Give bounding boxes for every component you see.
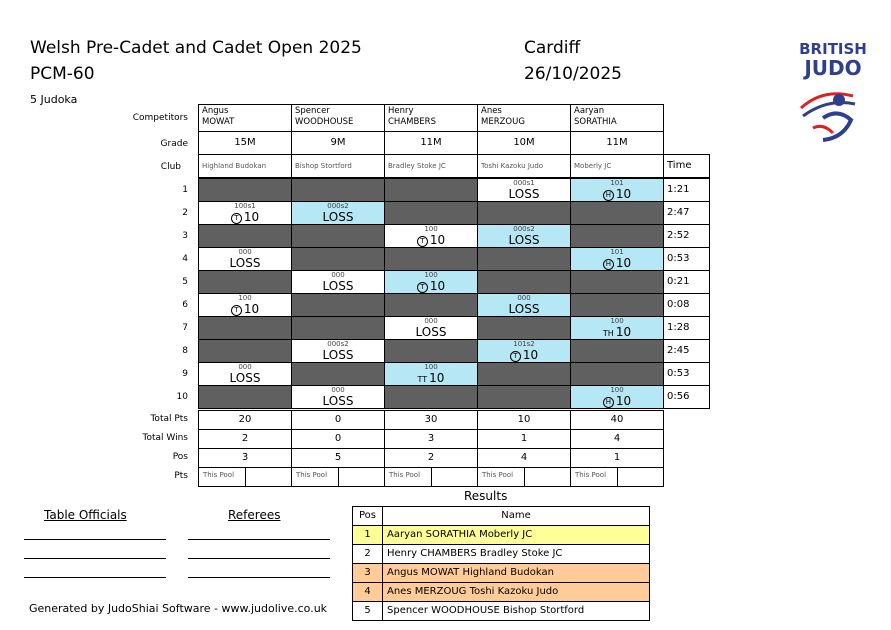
- competitor-first-name: Aaryan: [574, 106, 605, 116]
- match-time: 2:45: [663, 339, 710, 363]
- match-cell: [384, 385, 478, 409]
- match-result-text: 10: [522, 348, 539, 362]
- match-result-text: LOSS: [322, 394, 354, 408]
- event-city: Cardiff: [524, 38, 581, 58]
- match-cell: [291, 385, 385, 409]
- total-points: 0: [291, 410, 385, 430]
- match-time: 2:52: [663, 224, 710, 248]
- match-result-text: LOSS: [508, 233, 540, 247]
- match-score: 101: [610, 248, 624, 256]
- competitor-club: Highland Budokan: [198, 154, 292, 178]
- result-pos: 1: [352, 525, 383, 545]
- match-score: 101s2: [513, 340, 535, 348]
- match-score: 000s2: [327, 340, 349, 348]
- judo-figure-icon: [793, 78, 873, 148]
- match-result: [292, 279, 384, 293]
- win-method-label: TH: [602, 329, 614, 338]
- logo-text-british: BRITISH: [799, 40, 867, 58]
- match-cell: [384, 339, 478, 363]
- match-result-text: LOSS: [415, 325, 447, 339]
- match-cell: [384, 178, 478, 202]
- match-result: [199, 371, 291, 385]
- pool-points-cell: [431, 467, 478, 487]
- match-result: [478, 233, 570, 247]
- match-number: 6: [182, 300, 188, 310]
- position: 4: [477, 448, 571, 468]
- competitor-last-name: MOWAT: [202, 117, 235, 127]
- match-cell: [570, 362, 664, 386]
- match-cell: [291, 201, 385, 225]
- competitor-name-cell: [198, 104, 292, 132]
- total-points: 10: [477, 410, 571, 430]
- match-score: 000: [331, 271, 345, 279]
- match-result: [571, 394, 663, 408]
- competitor-first-name: Spencer: [295, 106, 330, 116]
- match-cell: [384, 201, 478, 225]
- match-cell: [570, 316, 664, 340]
- match-cell: [198, 385, 292, 409]
- match-cell: [384, 293, 478, 317]
- match-cell: [291, 316, 385, 340]
- match-cell: [198, 247, 292, 271]
- results-name-header: Name: [382, 506, 650, 526]
- match-result-text: 10: [243, 210, 260, 224]
- competitor-club: Toshi Kazoku Judo: [477, 154, 571, 178]
- match-result: [571, 187, 663, 201]
- match-score: 100: [238, 294, 252, 302]
- total-pts-label: Total Pts: [150, 414, 188, 424]
- match-cell: [570, 201, 664, 225]
- match-score: 101: [610, 179, 624, 187]
- competitors-label: Competitors: [132, 113, 188, 123]
- position: 5: [291, 448, 385, 468]
- match-cell: [291, 339, 385, 363]
- match-cell: [291, 224, 385, 248]
- match-result: [385, 233, 477, 247]
- competitor-club: Bradley Stoke JC: [384, 154, 478, 178]
- result-pos: 3: [352, 563, 383, 583]
- match-cell: [477, 339, 571, 363]
- win-method-icon: T: [417, 282, 428, 293]
- match-result-text: 10: [615, 394, 632, 408]
- match-result: [478, 302, 570, 316]
- win-method-label: TT: [417, 375, 428, 384]
- total-wins: 4: [570, 429, 664, 449]
- match-cell: [198, 316, 292, 340]
- match-cell: [291, 247, 385, 271]
- match-result: [385, 325, 477, 339]
- match-cell: [477, 178, 571, 202]
- match-time: 0:21: [663, 270, 710, 294]
- match-cell: [477, 293, 571, 317]
- club-label: Club: [160, 162, 181, 172]
- match-time: 1:28: [663, 316, 710, 340]
- results-title: Results: [464, 489, 508, 503]
- match-score: 000: [517, 294, 531, 302]
- match-cell: [198, 293, 292, 317]
- competitor-club: Moberly JC: [570, 154, 664, 178]
- match-time: 0:08: [663, 293, 710, 317]
- match-time: 0:53: [663, 247, 710, 271]
- match-result-text: 10: [615, 325, 632, 339]
- match-result-text: LOSS: [322, 348, 354, 362]
- total-wins-label: Total Wins: [142, 433, 188, 443]
- british-judo-logo: [793, 40, 873, 150]
- win-method-icon: T: [510, 351, 521, 362]
- match-cell: [198, 178, 292, 202]
- competitor-first-name: Anes: [481, 106, 502, 116]
- match-cell: [384, 270, 478, 294]
- official-line: [24, 558, 166, 559]
- competitor-name-cell: [570, 104, 664, 132]
- match-score: 100: [424, 363, 438, 371]
- match-result-text: 10: [429, 279, 446, 293]
- match-cell: [291, 270, 385, 294]
- competitor-last-name: CHAMBERS: [388, 117, 436, 127]
- match-number: 3: [182, 231, 188, 241]
- match-result: [199, 256, 291, 270]
- match-result-text: LOSS: [322, 210, 354, 224]
- competitor-first-name: Angus: [202, 106, 229, 116]
- this-pool-cell: This Pool: [198, 467, 246, 487]
- this-pool-cell: This Pool: [291, 467, 339, 487]
- official-line: [24, 577, 166, 578]
- total-points: 20: [198, 410, 292, 430]
- match-result: [478, 187, 570, 201]
- match-result: [199, 210, 291, 224]
- win-method-icon: T: [231, 305, 242, 316]
- competitor-name-cell: [291, 104, 385, 132]
- total-points: 40: [570, 410, 664, 430]
- match-number: 4: [182, 254, 188, 264]
- match-number: 9: [182, 369, 188, 379]
- competitor-grade: 11M: [384, 131, 478, 155]
- match-score: 000: [238, 363, 252, 371]
- win-method-icon: H: [603, 190, 614, 201]
- match-cell: [477, 247, 571, 271]
- competitor-name-cell: [477, 104, 571, 132]
- match-cell: [570, 385, 664, 409]
- position: 2: [384, 448, 478, 468]
- competitor-club: Bishop Stortford: [291, 154, 385, 178]
- match-cell: [570, 293, 664, 317]
- position: 1: [570, 448, 664, 468]
- match-cell: [477, 316, 571, 340]
- logo-text-judo: JUDO: [804, 56, 862, 80]
- match-cell: [384, 362, 478, 386]
- match-cell: [384, 316, 478, 340]
- match-score: 000: [424, 317, 438, 325]
- match-cell: [384, 247, 478, 271]
- result-name: Spencer WOODHOUSE Bishop Stortford: [382, 601, 650, 621]
- referee-line: [188, 558, 330, 559]
- result-name: Aaryan SORATHIA Moberly JC: [382, 525, 650, 545]
- total-wins: 3: [384, 429, 478, 449]
- match-cell: [291, 362, 385, 386]
- match-score: 100: [610, 386, 624, 394]
- match-result-text: 10: [615, 187, 632, 201]
- total-wins: 2: [198, 429, 292, 449]
- results-pos-header: Pos: [352, 506, 383, 526]
- pool-points-cell: [524, 467, 571, 487]
- match-time: 2:47: [663, 201, 710, 225]
- match-result-text: LOSS: [508, 187, 540, 201]
- match-result-text: 10: [429, 371, 445, 385]
- win-method-icon: T: [417, 236, 428, 247]
- match-cell: [570, 270, 664, 294]
- event-title: Welsh Pre-Cadet and Cadet Open 2025: [30, 38, 362, 58]
- match-result-text: 10: [615, 256, 632, 270]
- match-number: 7: [182, 323, 188, 333]
- win-method-icon: H: [603, 259, 614, 270]
- match-result: [292, 348, 384, 362]
- match-score: 000s2: [327, 202, 349, 210]
- match-time: 0:56: [663, 385, 710, 409]
- result-name: Angus MOWAT Highland Budokan: [382, 563, 650, 583]
- match-time: 0:53: [663, 362, 710, 386]
- referees-heading: Referees: [228, 508, 281, 522]
- result-name: Henry CHAMBERS Bradley Stoke JC: [382, 544, 650, 564]
- match-cell: [570, 339, 664, 363]
- match-cell: [198, 362, 292, 386]
- match-result-text: LOSS: [322, 279, 354, 293]
- match-result: [199, 302, 291, 316]
- referee-line: [188, 539, 330, 540]
- footer-credit: Generated by JudoShiai Software - www.judolive.co.uk: [29, 602, 328, 615]
- this-pool-cell: This Pool: [477, 467, 525, 487]
- result-pos: 4: [352, 582, 383, 602]
- match-cell: [477, 270, 571, 294]
- match-result-text: 10: [243, 302, 260, 316]
- competitor-grade: 10M: [477, 131, 571, 155]
- total-points: 30: [384, 410, 478, 430]
- competitor-last-name: WOODHOUSE: [295, 117, 354, 127]
- match-result-text: LOSS: [508, 302, 540, 316]
- match-score: 100s1: [234, 202, 256, 210]
- competitor-last-name: SORATHIA: [574, 117, 617, 127]
- match-result: [292, 210, 384, 224]
- match-number: 1: [182, 185, 188, 195]
- match-cell: [198, 339, 292, 363]
- pts-label: Pts: [174, 471, 188, 481]
- match-score: 000: [238, 248, 252, 256]
- match-cell: [291, 293, 385, 317]
- pool-points-cell: [245, 467, 292, 487]
- match-cell: [291, 178, 385, 202]
- pool-points-cell: [338, 467, 385, 487]
- match-score: 100: [424, 225, 438, 233]
- competitor-grade: 11M: [570, 131, 664, 155]
- match-number: 5: [182, 277, 188, 287]
- referee-line: [188, 577, 330, 578]
- match-score: 000s2: [513, 225, 535, 233]
- total-wins: 1: [477, 429, 571, 449]
- match-score: 100: [424, 271, 438, 279]
- result-pos: 5: [352, 601, 383, 621]
- pos-label: Pos: [172, 452, 188, 462]
- win-method-icon: T: [231, 213, 242, 224]
- match-score: 000s1: [513, 179, 535, 187]
- match-cell: [198, 224, 292, 248]
- match-result-text: LOSS: [229, 371, 261, 385]
- match-cell: [198, 201, 292, 225]
- match-cell: [570, 224, 664, 248]
- match-time: 1:21: [663, 178, 710, 202]
- match-result: [385, 279, 477, 293]
- grade-label: Grade: [160, 139, 188, 149]
- match-result: [292, 394, 384, 408]
- competitor-first-name: Henry: [388, 106, 414, 116]
- competitor-grade: 9M: [291, 131, 385, 155]
- result-name: Anes MERZOUG Toshi Kazoku Judo: [382, 582, 650, 602]
- match-number: 2: [182, 208, 188, 218]
- match-score: 000: [331, 386, 345, 394]
- match-cell: [570, 247, 664, 271]
- category-label: PCM-60: [30, 64, 95, 84]
- match-result: [571, 256, 663, 270]
- match-cell: [570, 178, 664, 202]
- total-wins: 0: [291, 429, 385, 449]
- match-cell: [477, 201, 571, 225]
- match-result-text: 10: [429, 233, 446, 247]
- this-pool-cell: This Pool: [384, 467, 432, 487]
- match-cell: [477, 224, 571, 248]
- official-line: [24, 539, 166, 540]
- competitor-last-name: MERZOUG: [481, 117, 525, 127]
- match-cell: [477, 362, 571, 386]
- match-number: 10: [176, 392, 188, 402]
- win-method-icon: H: [603, 397, 614, 408]
- this-pool-cell: This Pool: [570, 467, 618, 487]
- match-cell: [477, 385, 571, 409]
- match-number: 8: [182, 346, 188, 356]
- result-pos: 2: [352, 544, 383, 564]
- event-date: 26/10/2025: [524, 64, 622, 84]
- pool-points-cell: [617, 467, 664, 487]
- position: 3: [198, 448, 292, 468]
- match-result: [478, 348, 570, 362]
- match-cell: [384, 224, 478, 248]
- match-cell: [198, 270, 292, 294]
- judoka-count: 5 Judoka: [30, 93, 78, 106]
- competitor-grade: 15M: [198, 131, 292, 155]
- time-header: Time: [663, 154, 710, 178]
- match-result-text: LOSS: [229, 256, 261, 270]
- match-score: 100: [610, 317, 624, 325]
- competitor-name-cell: [384, 104, 478, 132]
- table-officials-heading: Table Officials: [44, 508, 127, 522]
